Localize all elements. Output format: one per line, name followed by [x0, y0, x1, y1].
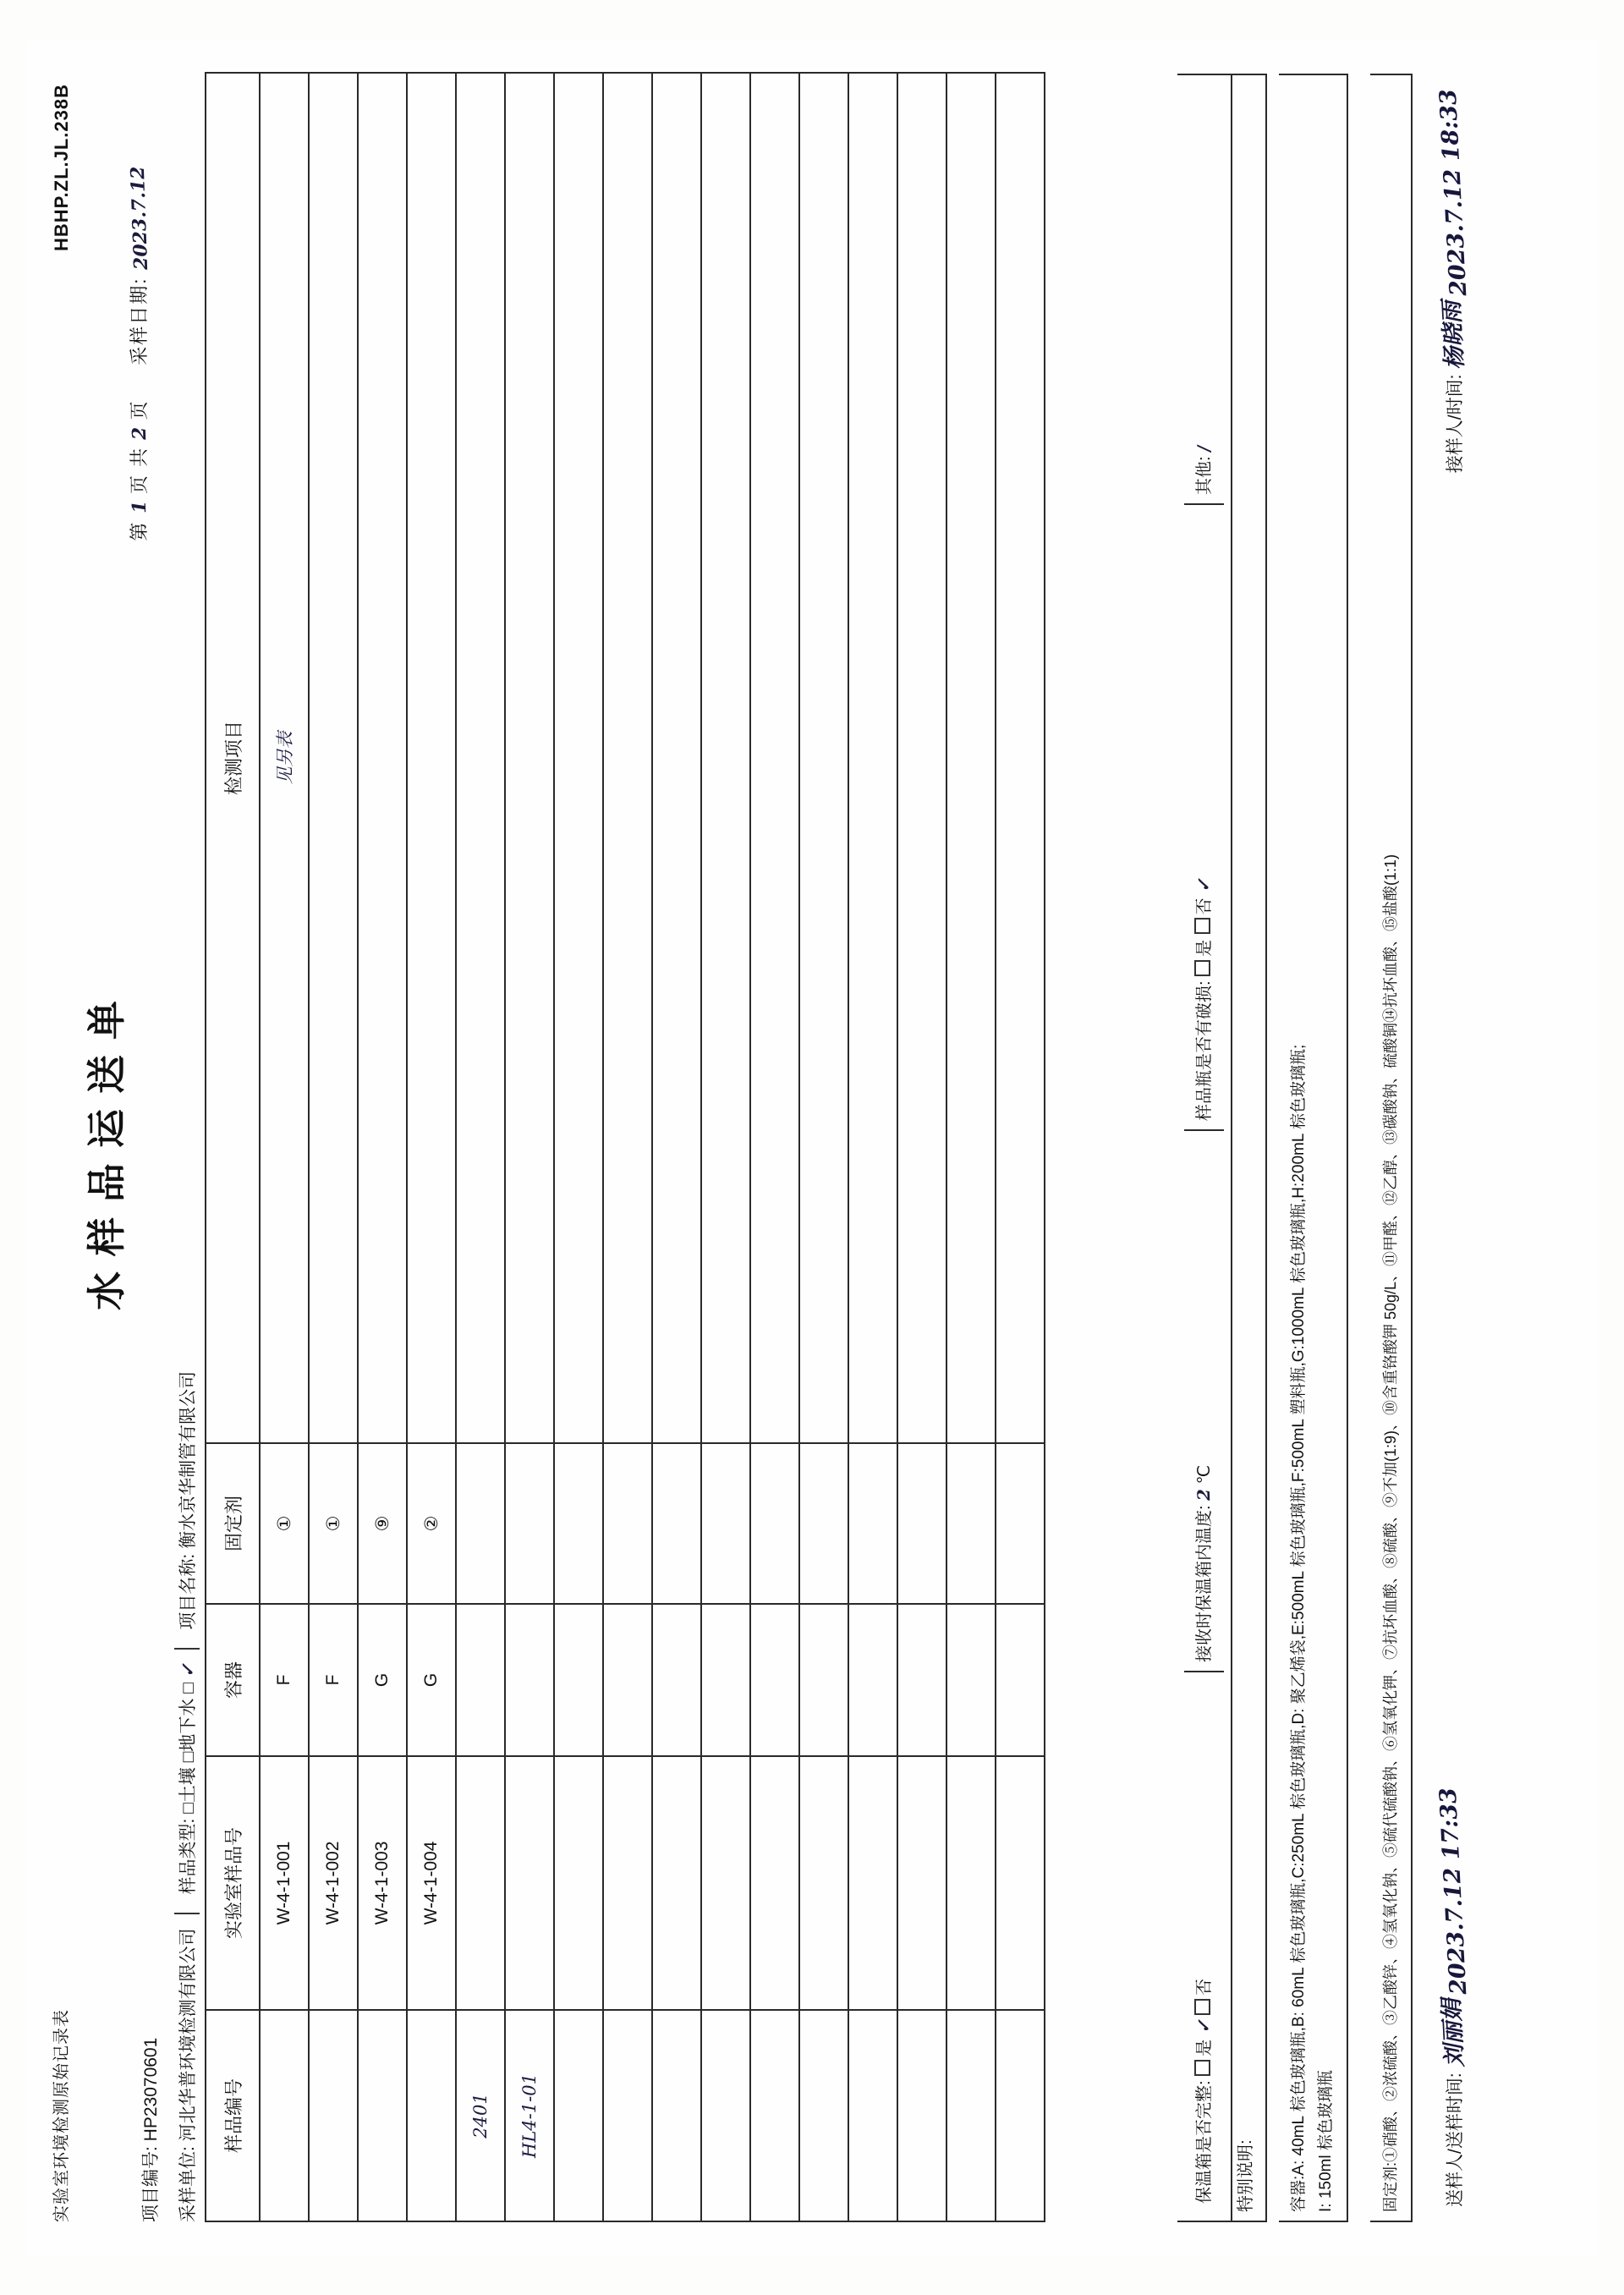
cell-test-items: [750, 73, 799, 1443]
sample-table: [205, 72, 1045, 2222]
cell-container: [701, 1604, 750, 1756]
table-row: [554, 73, 603, 2221]
cell-container: [750, 1604, 799, 1756]
cell-sample-no: [701, 2010, 750, 2221]
project-code-value: HP23070601: [141, 2037, 161, 2141]
sample-type-label: 样品类型:: [178, 1818, 198, 1894]
page-mid-label: 页 共: [129, 446, 150, 494]
page-indicator: [125, 167, 151, 541]
water-sample-delivery-form: [25, 40, 1599, 2256]
cell-container: G: [358, 1604, 407, 1756]
sampling-info-row: [174, 74, 200, 2222]
bottle-broken-no-label: 否: [1195, 896, 1214, 914]
project-code-row: [137, 2037, 162, 2221]
box-intact-block: [1184, 1671, 1224, 2212]
project-name-value: 衡水京华制管有限公司: [178, 1370, 198, 1549]
box-intact-label: 保温箱是否完整:: [1195, 2079, 1214, 2204]
cell-lab-no: [456, 1756, 505, 2010]
bottle-broken-checkmark: ✓: [1193, 877, 1215, 892]
cell-fixative: ①: [260, 1443, 309, 1604]
cell-test-items: [701, 73, 750, 1443]
cell-sample-no: [309, 2010, 358, 2221]
cell-test-items: [407, 73, 456, 1443]
table-row: [407, 73, 456, 2221]
table-row: [750, 73, 799, 2221]
form-header-left: 实验室环境检测原始记录表: [52, 2008, 71, 2222]
cell-container: [652, 1604, 701, 1756]
cell-lab-no: W-4-1-001: [260, 1756, 309, 2010]
temperature-block: [1184, 1129, 1224, 1671]
cell-fixative: [996, 1443, 1045, 1604]
cell-fixative: ②: [407, 1443, 456, 1604]
cell-container: [554, 1604, 603, 1756]
cell-sample-no: [848, 2010, 897, 2221]
special-note-label: 特别说明:: [1237, 2139, 1255, 2212]
table-row: [505, 73, 554, 2221]
sample-type-block: [174, 1648, 200, 1894]
page-number-value: 1: [128, 500, 151, 514]
cell-fixative: [946, 1443, 996, 1604]
cell-test-items: 见另表: [260, 73, 309, 1443]
cell-lab-no: [897, 1756, 946, 2010]
cell-fixative: [456, 1443, 505, 1604]
table-row: [946, 73, 996, 2221]
cell-lab-no: [603, 1756, 652, 2010]
sampling-unit-label: 采样单位:: [178, 2145, 198, 2222]
conditions-row: [1177, 74, 1232, 2222]
legend-row: [1279, 74, 1348, 2222]
table-row: [996, 73, 1045, 2221]
sender-label: 送样人/送样时间:: [1446, 2072, 1465, 2207]
table-row: [897, 73, 946, 2221]
cell-test-items: [505, 73, 554, 1443]
fixative-legend-line-1: 固定剂:①硝酸、②浓硫酸、③乙酸锌、④氢氧化钠、⑤硫代硫酸钠、⑥氢氧化钾、⑦抗坏血酸、⑧硫酸、⑨不加(1:9)、⑩含重铬酸钾 50g/L、⑪甲醛、⑫乙醇、⑬碳酸钠、硫酸铜⑭抗坏血酸、⑮盐酸(1:1): [1382, 854, 1399, 2212]
cell-lab-no: [701, 1756, 750, 2010]
special-note-line: [1226, 74, 1267, 2222]
project-name-label: 项目名称:: [178, 1553, 198, 1630]
rotated-form-page: [25, 40, 1599, 2256]
other-value: /: [1193, 444, 1215, 452]
conditions-split: [1177, 74, 1232, 2222]
form-title: 水样品运送单: [85, 985, 129, 1310]
cell-fixative: [750, 1443, 799, 1604]
cell-container: [456, 1604, 505, 1756]
cell-lab-no: W-4-1-002: [309, 1756, 358, 2010]
bottle-broken-yes-option[interactable]: [1195, 938, 1214, 975]
cell-sample-no: [260, 2010, 309, 2221]
table-row: [652, 73, 701, 2221]
form-code: HBHP.ZL.JL.238B: [51, 83, 72, 251]
sender-name-value: 刘丽娟: [1438, 1998, 1469, 2068]
container-legend-line-2: I: 150ml 棕色玻璃瓶: [1317, 2069, 1335, 2212]
cell-sample-no: [358, 2010, 407, 2221]
cell-lab-no: W-4-1-003: [358, 1756, 407, 2010]
cell-fixative: ①: [309, 1443, 358, 1604]
cell-fixative: [652, 1443, 701, 1604]
project-name-block: [174, 1357, 200, 1629]
cell-sample-no: [946, 2010, 996, 2221]
cell-container: [799, 1604, 848, 1756]
cell-container: G: [407, 1604, 456, 1756]
cell-fixative: ⑨: [358, 1443, 407, 1604]
table-row: [701, 73, 750, 2221]
bottle-broken-yes-label: 是: [1195, 938, 1214, 957]
cell-container: [946, 1604, 996, 1756]
cell-test-items: [309, 73, 358, 1443]
other-block: [1184, 84, 1224, 503]
col-test-items: 检测项目: [206, 73, 260, 1443]
cell-test-items: [358, 73, 407, 1443]
cell-sample-no: [750, 2010, 799, 2221]
col-container: 容器: [206, 1604, 260, 1756]
cell-container: [996, 1604, 1045, 1756]
cell-test-items: [456, 73, 505, 1443]
table-row: [848, 73, 897, 2221]
cell-container: F: [309, 1604, 358, 1756]
cell-test-items: [603, 73, 652, 1443]
receiver-datetime-value: 2023.7.12 18:33: [1435, 87, 1473, 296]
cell-test-items: [799, 73, 848, 1443]
page-total-value: 2: [128, 426, 151, 440]
page-suffix-label: 页: [129, 398, 150, 420]
box-intact-no-label: 否: [1195, 1977, 1214, 1996]
cell-sample-no: [799, 2010, 848, 2221]
cell-test-items: [652, 73, 701, 1443]
temperature-label: 接收时保温箱内温度:: [1195, 1504, 1214, 1662]
fixative-legend-row: [1370, 74, 1413, 2222]
cell-fixative: [554, 1443, 603, 1604]
cell-test-items: [848, 73, 897, 1443]
temperature-unit: ℃: [1195, 1464, 1214, 1484]
box-intact-yes-label: 是: [1195, 2038, 1214, 2056]
table-row: [309, 73, 358, 2221]
receiver-signature-block: [1435, 87, 1473, 473]
cell-container: [848, 1604, 897, 1756]
cell-lab-no: [996, 1756, 1045, 2010]
receiver-name-value: 杨晓雨: [1438, 299, 1469, 370]
sample-date-label: 采样日期:: [129, 277, 150, 365]
sender-datetime-value: 2023.7.12 17:33: [1435, 1786, 1473, 1995]
sampling-unit-value: 河北华普环境检测有限公司: [178, 1927, 198, 2141]
cell-sample-no: [603, 2010, 652, 2221]
cell-sample-no: [897, 2010, 946, 2221]
col-sample-no: 样品编号: [206, 2010, 260, 2221]
table-row: [358, 73, 407, 2221]
sender-signature-block: [1435, 1786, 1473, 2207]
receiver-label: 接样人/时间:: [1446, 374, 1465, 473]
cell-fixative: [603, 1443, 652, 1604]
cell-lab-no: [750, 1756, 799, 2010]
page-prefix-label: 第: [129, 520, 150, 541]
cell-fixative: [701, 1443, 750, 1604]
sample-date-value: 2023.7.12: [126, 166, 153, 271]
cell-lab-no: [505, 1756, 554, 2010]
signature-row: [1423, 74, 1473, 2222]
bottle-broken-no-option[interactable]: [1195, 897, 1214, 934]
checkbox-icon[interactable]: [1194, 1998, 1210, 2014]
cell-container: F: [260, 1604, 309, 1756]
box-intact-no-option[interactable]: [1195, 1977, 1214, 2014]
cell-test-items: [554, 73, 603, 1443]
sample-type-options[interactable]: □土壤 □地下水 □: [178, 1682, 198, 1814]
cell-lab-no: W-4-1-004: [407, 1756, 456, 2010]
cell-lab-no: [554, 1756, 603, 2010]
cell-lab-no: [799, 1756, 848, 2010]
project-code-label: 项目编号:: [141, 2145, 161, 2222]
cell-sample-no: [652, 2010, 701, 2221]
cell-fixative: [897, 1443, 946, 1604]
cell-container: [897, 1604, 946, 1756]
special-note-row: [1226, 74, 1267, 2222]
bottle-broken-label: 样品瓶是否有破损:: [1195, 980, 1214, 1121]
cell-lab-no: [946, 1756, 996, 2010]
cell-container: [505, 1604, 554, 1756]
col-fixative: 固定剂: [206, 1443, 260, 1604]
other-label: 其他:: [1195, 455, 1214, 495]
cell-fixative: [505, 1443, 554, 1604]
container-legend-block: [1279, 74, 1348, 2222]
cell-sample-no: HL4-1-01: [505, 2010, 554, 2221]
cell-lab-no: [848, 1756, 897, 2010]
cell-sample-no: [996, 2010, 1045, 2221]
cell-test-items: [946, 73, 996, 1443]
cell-lab-no: [652, 1756, 701, 2010]
cell-sample-no: [554, 2010, 603, 2221]
sample-type-checkmark: ✓: [177, 1662, 199, 1678]
fixative-legend-block: [1370, 74, 1413, 2222]
table-row: [799, 73, 848, 2221]
box-intact-checkmark: ✓: [1193, 2018, 1215, 2034]
col-lab-no: 实验室样品号: [206, 1756, 260, 2010]
bottle-broken-block: [1184, 503, 1224, 1129]
cell-test-items: [897, 73, 946, 1443]
table-row: [603, 73, 652, 2221]
container-legend-line-1: 容器:A: 40mL 棕色玻璃瓶,B: 60mL 棕色玻璃瓶,C:250mL 棕色玻璃瓶,D: 聚乙烯袋,E:500mL 棕色玻璃瓶,F:500mL 塑料瓶,G:1000mL 棕色玻璃瓶,H:200mL 棕色玻璃瓶;: [1290, 1044, 1308, 2212]
checkbox-icon[interactable]: [1194, 2059, 1210, 2075]
checkbox-icon[interactable]: [1194, 918, 1210, 934]
table-header-row: [206, 73, 260, 2221]
cell-sample-no: [407, 2010, 456, 2221]
table-row: [456, 73, 505, 2221]
temperature-value: 2: [1193, 1488, 1215, 1501]
cell-fixative: [848, 1443, 897, 1604]
cell-fixative: [799, 1443, 848, 1604]
cell-test-items: [996, 73, 1045, 1443]
cell-container: [603, 1604, 652, 1756]
table-row: [260, 73, 309, 2221]
cell-sample-no: 2401: [456, 2010, 505, 2221]
sampling-unit-block: [174, 1913, 200, 2222]
box-intact-yes-option[interactable]: [1195, 2038, 1214, 2075]
checkbox-icon[interactable]: [1194, 959, 1210, 975]
